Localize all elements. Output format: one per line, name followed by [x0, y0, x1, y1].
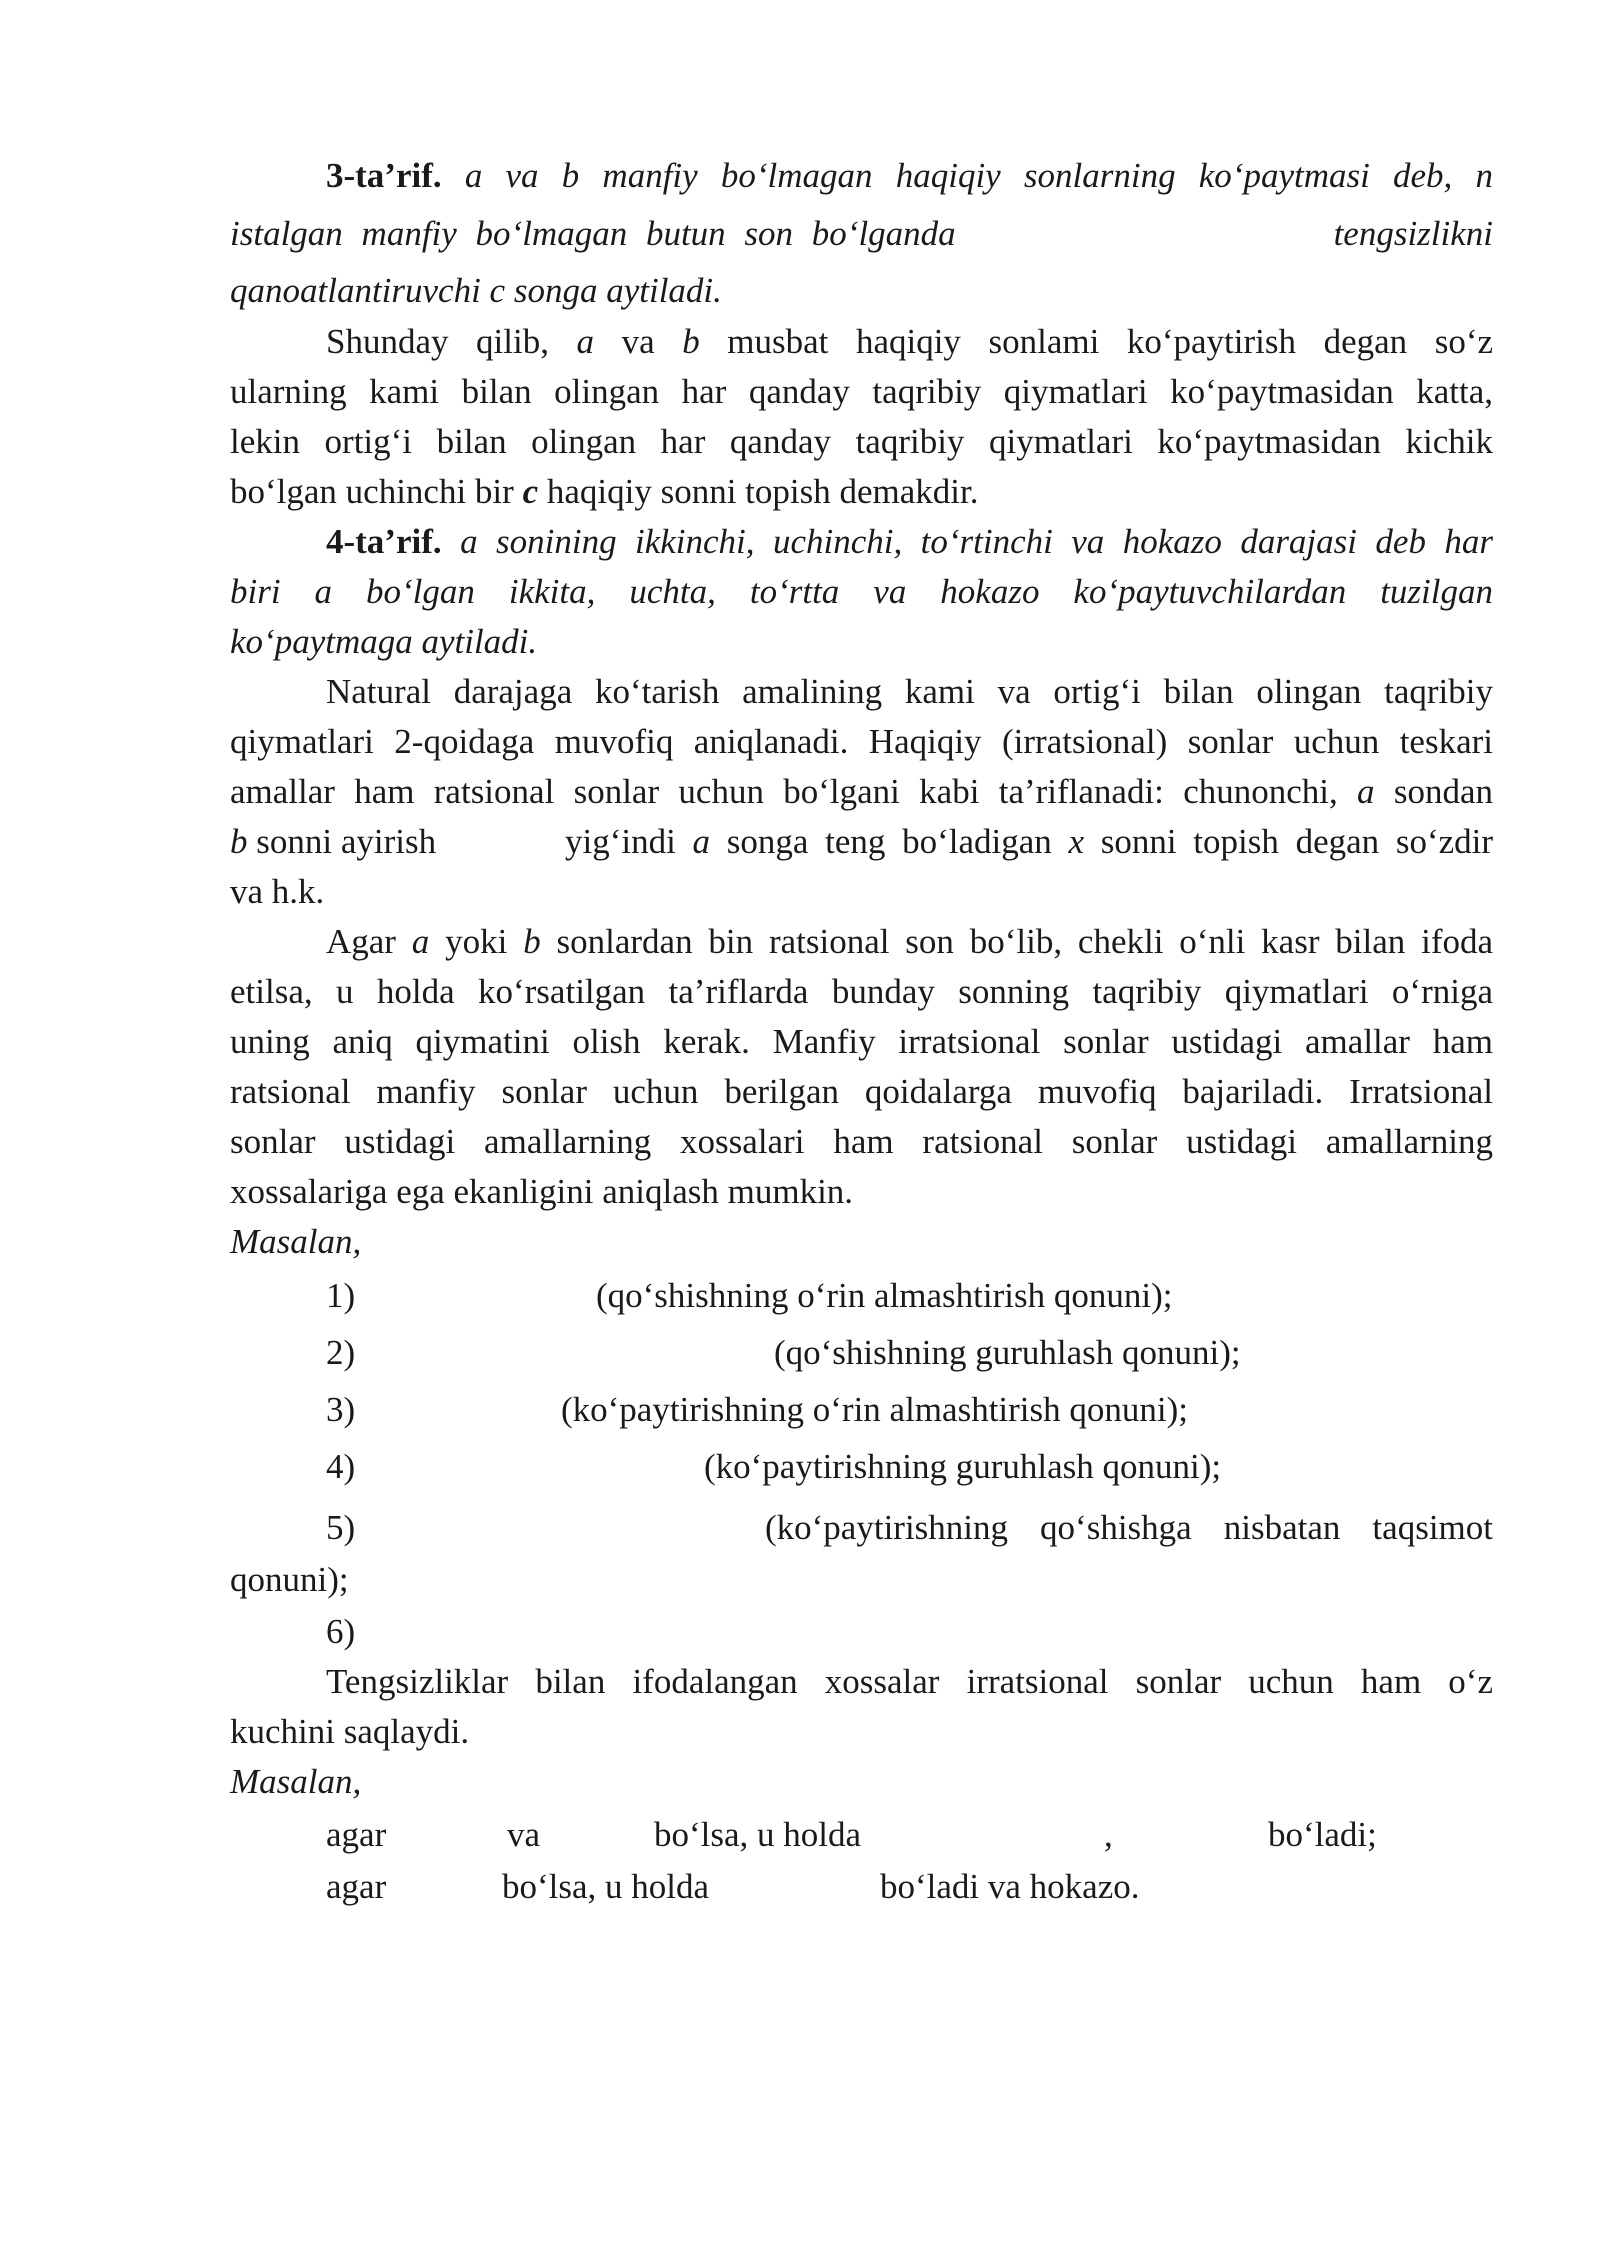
def3-text: a va b manfiy bo‘lmagan haqiqiy sonlarning ko‘paytmasi deb, n: [464, 156, 1493, 195]
ex1-va: va: [507, 1815, 541, 1854]
var-a: a: [692, 822, 711, 861]
law-4-text: (ko‘paytirishning guruhlash qonuni);: [704, 1447, 1222, 1486]
p1-line-3: lekin ortig‘i bilan olingan har qanday taqribiy qiymatlari ko‘paytmasidan kichik: [230, 422, 1493, 461]
p4-line-2: kuchini saqlaydi.: [230, 1712, 470, 1751]
text: Masalan,: [230, 1222, 362, 1261]
p3-line-6: xossalariga ega ekanligini aniqlash mumkin.: [230, 1172, 854, 1211]
var-b: b: [682, 322, 700, 361]
p2-line-3: [230, 769, 1493, 815]
def3-text: istalgan manfiy bo‘lmagan butun son bo‘lganda: [230, 214, 956, 253]
text: bo‘lgan uchinchi bir: [230, 472, 514, 511]
text: musbat haqiqiy sonlami ko‘paytirish degan so‘z: [727, 322, 1494, 361]
p3-line-3: uning aniq qiymatini olish kerak. Manfiy irratsional sonlar ustidagi amallar ham: [230, 1022, 1493, 1061]
law-5-text: (ko‘paytirishning qo‘shishga nisbatan taqsimot: [765, 1508, 1493, 1547]
p2-line-5: va h.k.: [230, 872, 325, 911]
law-3-text: (ko‘paytirishning o‘rin almashtirish qonuni);: [561, 1390, 1188, 1429]
p2-line-1: Natural darajaga ko‘tarish amalining kami va ortig‘i bilan olingan taqribiy: [326, 672, 1493, 711]
p1-line-1: [326, 319, 1493, 365]
law-6-number: 6): [326, 1612, 356, 1651]
ex2-bolsa: bo‘lsa, u holda: [502, 1867, 710, 1906]
law-5-continuation: qonuni);: [230, 1560, 349, 1599]
p2-line-2: qiymatlari 2-qoidaga muvofiq aniqlanadi. Haqiqiy (irratsional) sonlar uchun teskari: [230, 722, 1493, 761]
p3-line-1: [326, 919, 1493, 965]
p3-line-2: etilsa, u holda ko‘rsatilgan ta’riflarda bunday sonning taqribiy qiymatlari o‘rniga: [230, 972, 1493, 1011]
def4-label: 4-ta’rif.: [326, 522, 442, 561]
law-1-number: 1): [326, 1276, 356, 1315]
text: songa teng bo‘ladigan: [726, 822, 1052, 861]
text: sonni ayirish: [256, 822, 437, 861]
p1-line-2: ularning kami bilan olingan har qanday taqribiy qiymatlari ko‘paytmasidan katta,: [230, 372, 1493, 411]
text: amallar ham ratsional sonlar uchun bo‘lgani kabi ta’riflanadi: chunonchi,: [230, 772, 1338, 811]
p2-line-4-start: [230, 819, 436, 865]
def3-line-2: [230, 211, 1493, 257]
ex1-bolsa: bo‘lsa, u holda: [654, 1815, 862, 1854]
text: va: [621, 322, 655, 361]
text: haqiqiy sonni topish demakdir.: [546, 472, 979, 511]
def3-line-3: [230, 268, 1493, 314]
def4-line-3: [230, 619, 1493, 665]
law-2-text: (qo‘shishning guruhlash qonuni);: [774, 1333, 1241, 1372]
var-a: a: [576, 322, 595, 361]
p3-line-4: ratsional manfiy sonlar uchun berilgan qoidalarga muvofiq bajariladi. Irratsional: [230, 1072, 1493, 1111]
text: sondan: [1393, 772, 1493, 811]
p2-line-4-end: [565, 819, 1493, 865]
text: yoki: [445, 922, 508, 961]
var-c: c: [522, 472, 539, 511]
p3-line-5: sonlar ustidagi amallarning xossalari ham ratsional sonlar ustidagi amallarning: [230, 1122, 1493, 1161]
text: Masalan,: [230, 1762, 362, 1801]
text: Shunday qilib,: [326, 322, 549, 361]
def3-text: qanoatlantiruvchi c songa aytiladi.: [230, 271, 722, 310]
def4-line-2: [230, 569, 1493, 615]
p4-line-1: Tengsizliklar bilan ifodalangan xossalar irratsional sonlar uchun ham o‘z: [326, 1662, 1493, 1701]
law-4-number: 4): [326, 1447, 356, 1486]
def4-text: a sonining ikkinchi, uchinchi, to‘rtinchi va hokazo darajasi deb har: [460, 522, 1494, 561]
ex1-comma: ,: [1104, 1815, 1113, 1854]
def3-label: 3-ta’rif.: [326, 156, 442, 195]
def4-text: biri a bo‘lgan ikkita, uchta, to‘rtta va hokazo ko‘paytuvchilardan tuzilgan: [230, 572, 1493, 611]
law-3-number: 3): [326, 1390, 356, 1429]
text: yig‘indi: [565, 822, 676, 861]
ex2-agar: agar: [326, 1867, 387, 1906]
var-b: b: [523, 922, 541, 961]
masalan-label-2: [230, 1759, 1493, 1805]
ex1-boladi: bo‘ladi;: [1268, 1815, 1377, 1854]
var-b: b: [230, 822, 248, 861]
law-1-text: (qo‘shishning o‘rin almashtirish qonuni);: [596, 1276, 1173, 1315]
text: sonlardan bin ratsional son bo‘lib, chekli o‘nli kasr bilan ifoda: [556, 922, 1494, 961]
text: sonni topish degan so‘zdir: [1100, 822, 1494, 861]
masalan-label: [230, 1219, 1493, 1265]
var-a: a: [411, 922, 430, 961]
text: Agar: [326, 922, 396, 961]
law-5-number: 5): [326, 1508, 356, 1547]
def4-text: ko‘paytmaga aytiladi.: [230, 622, 538, 661]
def3-line-1: [326, 153, 1493, 199]
def3-tengsizlikni: [1334, 211, 1493, 257]
law-2-number: 2): [326, 1333, 356, 1372]
def4-line-1: [326, 519, 1493, 565]
ex2-boladi: bo‘ladi va hokazo.: [880, 1867, 1140, 1906]
p1-line-4: [230, 469, 1493, 515]
ex1-agar: agar: [326, 1815, 387, 1854]
def3-text: tengsizlikni: [1333, 214, 1493, 253]
var-x: x: [1068, 822, 1085, 861]
var-a: a: [1357, 772, 1375, 811]
